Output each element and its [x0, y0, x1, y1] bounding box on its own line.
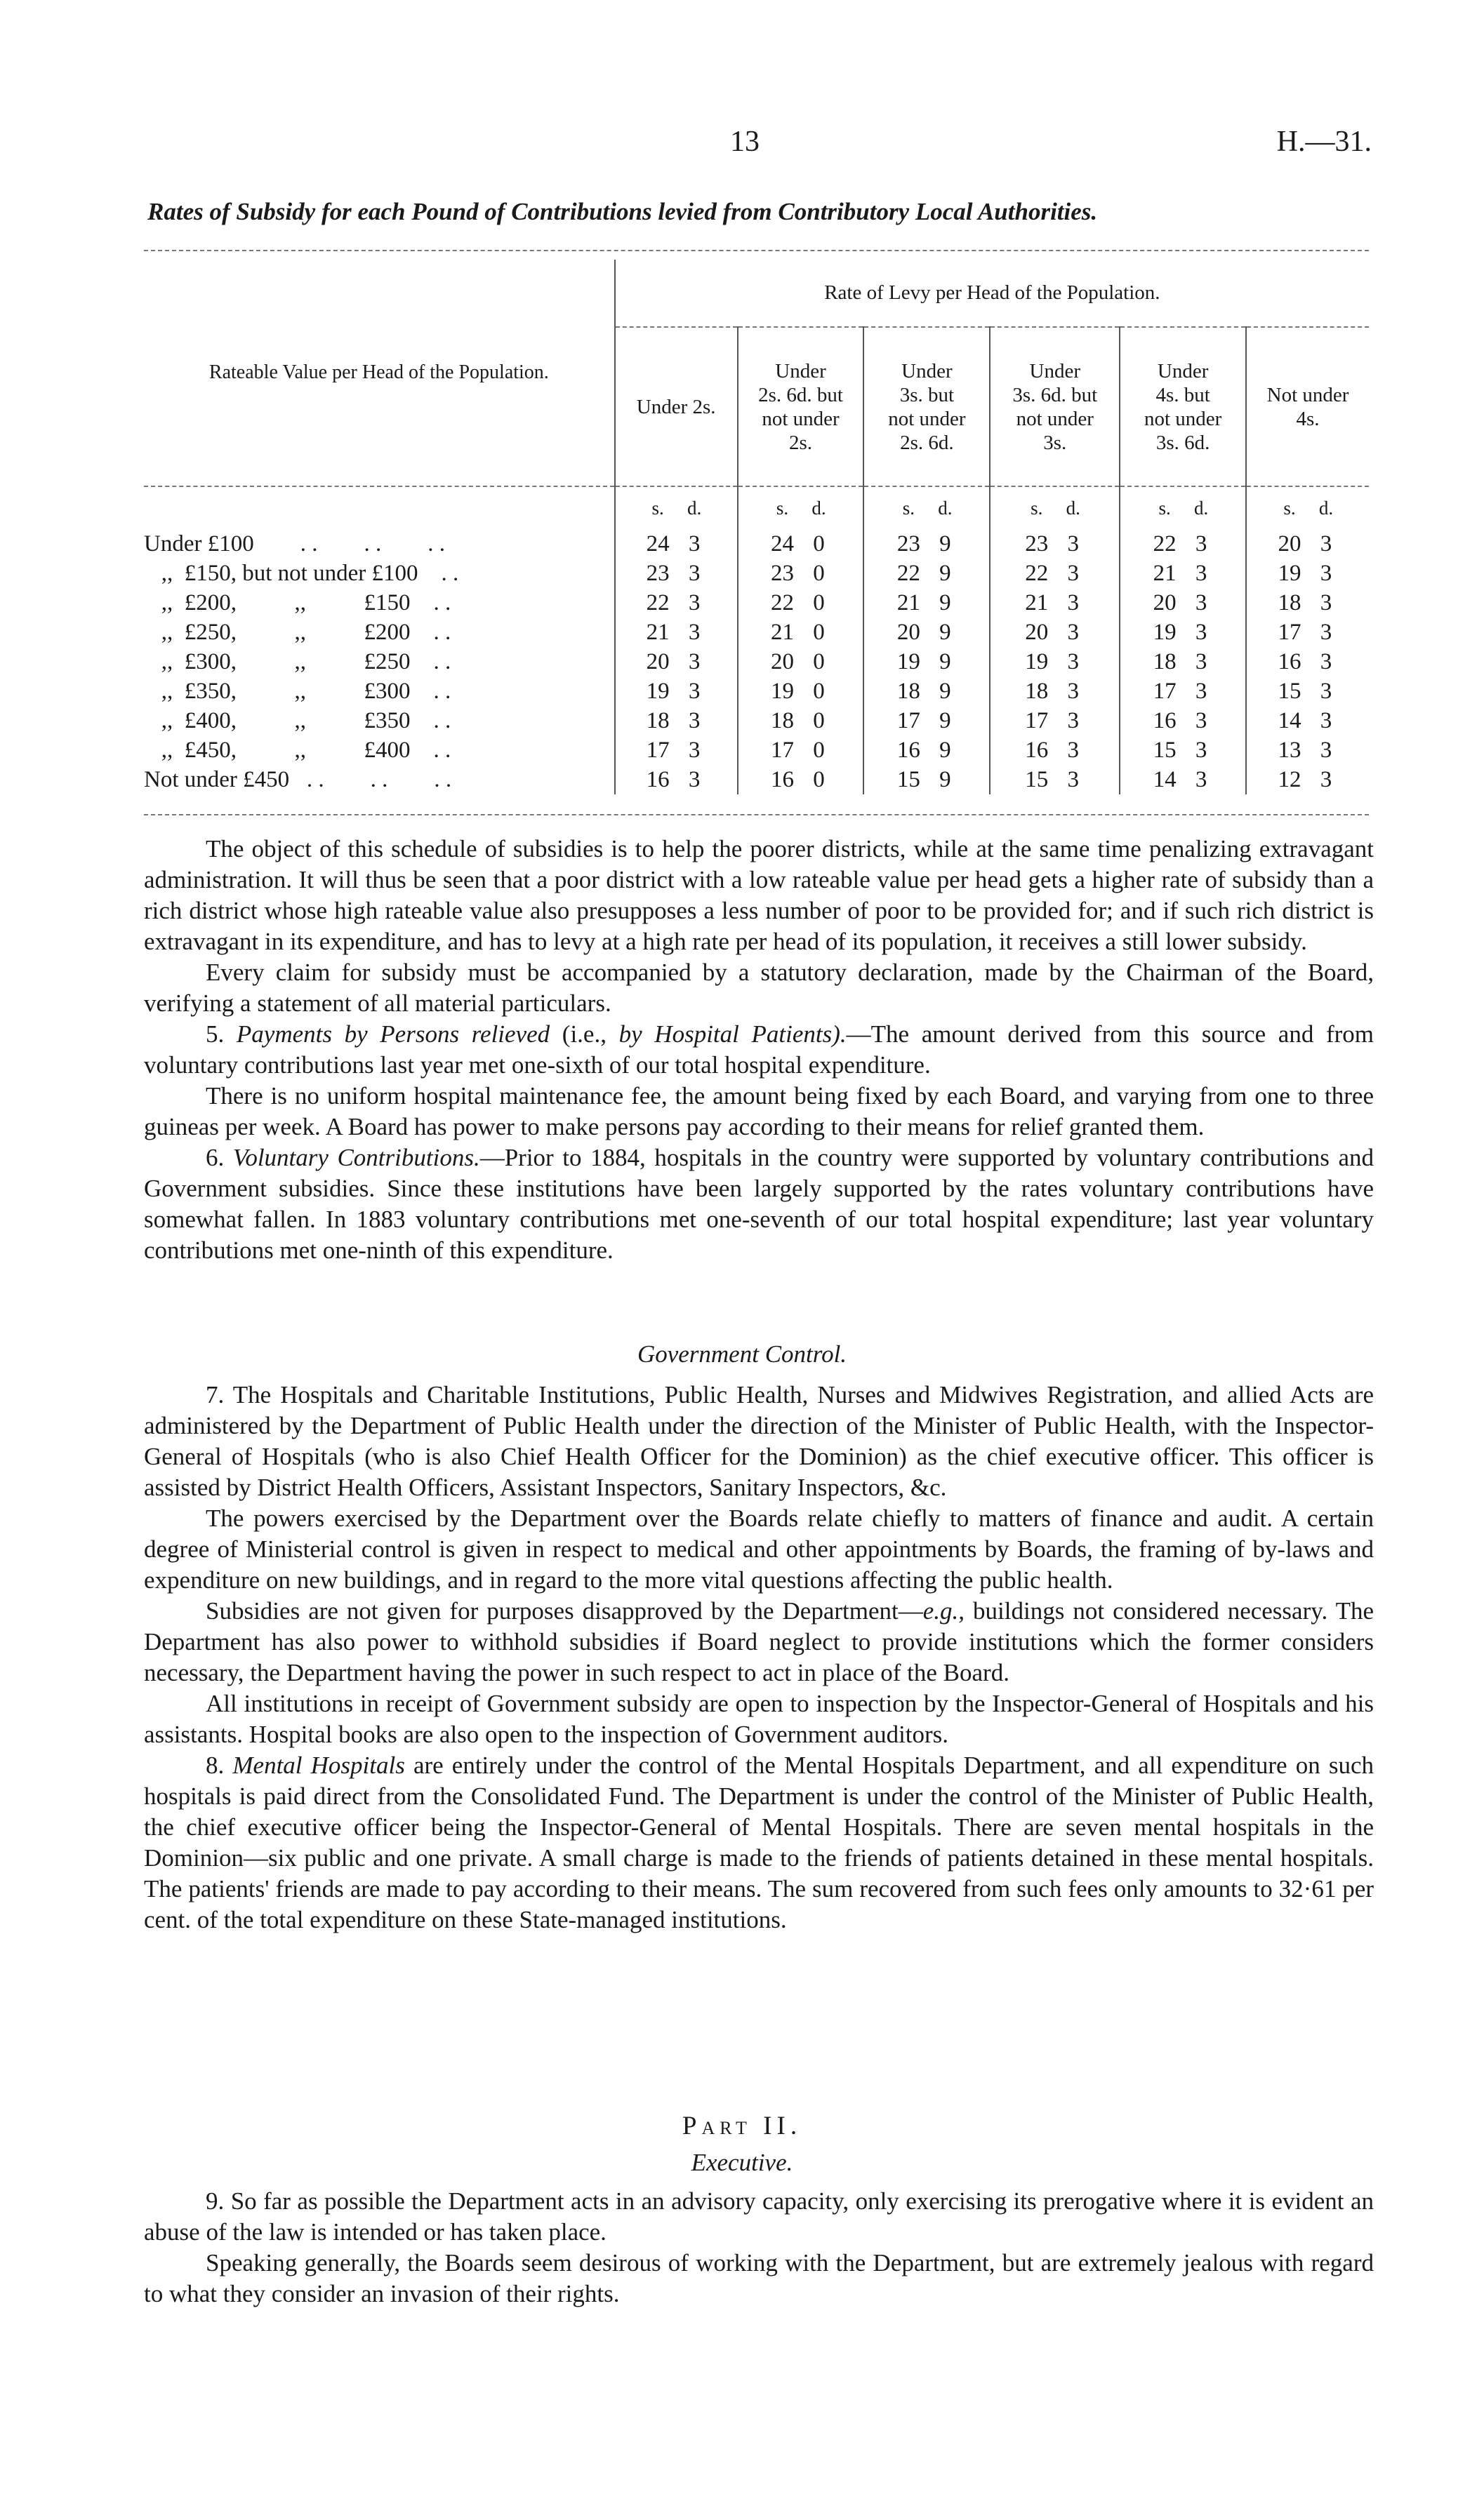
paragraph: The object of this schedule of subsidies is to help the poorer districts, while at the same time penalizing extravagant administration. It will thus be seen that a poor district with a low rateable value per head gets a higher rate of subsidy than a rich district whose high rateable value also presupposes a less number of poor to be provided for; and if such rich district is extravagant in its expenditure, and has to levy at a high rate per head of its population, it receives a still lower subsidy. — [144, 835, 1374, 955]
page-number: 13 — [730, 126, 760, 158]
part-heading: Part II. — [682, 2112, 802, 2140]
table-row: Under £100 . . . . . . 24 3 24 0 23 9 23 3 22 3 20 3 — [144, 529, 1369, 559]
paragraph: There is no uniform hospital maintenance fee, the amount being fixed by each Board, and varying from one to three guineas per week. A Board has power to make persons pay according to their means for relief granted them. — [144, 1082, 1374, 1140]
schedule-explanation — [144, 834, 1374, 1266]
rateable-header: Rateable Value per Head of the Population. — [208, 361, 549, 383]
paragraph: The powers exercised by the Department over the Boards relate chiefly to matters of finance and audit. A certain degree of Ministerial control is given in respect to medical and other appointments by Boards, the framing of by-laws and expenditure on new buildings, and in regard to the more vital questions affecting the public health. — [144, 1505, 1374, 1594]
page-code: H.—31. — [1276, 126, 1372, 158]
table-row: ,, £350, ,, £300 . . 19 3 19 0 18 9 18 3 17 3 15 3 — [144, 676, 1369, 706]
table-row: ,, £150, but not under £100 . . 23 3 23 0 22 9 22 3 21 3 19 3 — [144, 559, 1369, 588]
table-bottom-rule — [144, 814, 1369, 815]
paragraph: All institutions in receipt of Government subsidy are open to inspection by the Inspector-General of Hospitals and his assistants. Hospital books are also open to the inspection of Government auditors. — [144, 1690, 1374, 1748]
paragraph: 7. The Hospitals and Charitable Institutions, Public Health, Nurses and Midwives Registration, and allied Acts are administered by the Department of Public Health under the direction of the Minister of Public Health, with the Inspector-General of Hospitals (who is also Chief Health Officer for the Dominion) as the chief executive officer. This officer is assisted by District Health Officers, Assistant Inspectors, Sanitary Inspectors, &c. — [144, 1381, 1374, 1501]
table-caption: Rates of Subsidy for each Pound of Contributions levied from Contributory Local Authorities. — [147, 198, 1098, 225]
column-header: Under 2s. 6d. but not under 2s. — [738, 327, 864, 486]
levy-header: Rate of Levy per Head of the Population. — [615, 260, 1369, 327]
table-row: ,, £300, ,, £250 . . 20 3 20 0 19 9 19 3 18 3 16 3 — [144, 647, 1369, 676]
table-row: ,, £450, ,, £400 . . 17 3 17 0 16 9 16 3 15 3 13 3 — [144, 735, 1369, 765]
column-header: Under 3s. 6d. but not under 3s. — [990, 327, 1120, 486]
table-row: ,, £400, ,, £350 . . 18 3 18 0 17 9 17 3 16 3 14 3 — [144, 706, 1369, 735]
table-row: ,, £250, ,, £200 . . 21 3 21 0 20 9 20 3 19 3 17 3 — [144, 618, 1369, 647]
paragraph: Speaking generally, the Boards seem desirous of working with the Department, but are extremely jealous with regard to what they consider an invasion of their rights. — [144, 2249, 1374, 2307]
paragraph: Every claim for subsidy must be accompanied by a statutory declaration, made by the Chairman of the Board, verifying a statement of all material particulars. — [144, 959, 1374, 1017]
column-header: Under 2s. — [615, 327, 738, 486]
paragraph: 9. So far as possible the Department acts in an advisory capacity, only exercising its prerogative where it is evident an abuse of the law is intended or has taken place. — [144, 2187, 1374, 2246]
column-header: Under 4s. but not under 3s. 6d. — [1120, 327, 1246, 486]
table-row: ,, £200, ,, £150 . . 22 3 22 0 21 9 21 3 20 3 18 3 — [144, 588, 1369, 618]
paragraph-subsidies: Subsidies are not given for purposes disapproved by the Department—e.g., buildings not considered necessary. The Department has also power to withhold subsidies if Board neglect to provide institutions which the former considers necessary, the Department having the power in such respect to act in place of the Board. — [144, 1597, 1374, 1686]
government-control-heading: Government Control. — [637, 1340, 847, 1368]
column-header: Not under 4s. — [1246, 327, 1369, 486]
executive-heading: Executive. — [691, 2149, 793, 2176]
table-row: Not under £450 . . . . . . 16 3 16 0 15 9 15 3 14 3 12 3 — [144, 765, 1369, 794]
executive-section — [144, 2186, 1374, 2309]
subsidy-table — [144, 260, 1369, 794]
paragraph-mental-hospitals: 8. Mental Hospitals are entirely under the control of the Mental Hospitals Department, and all expenditure on such hospitals is paid direct from the Consolidated Fund. The Department is under the control of the Minister of Public Health, the chief executive officer being the Inspector-General of Mental Hospitals. There are seven mental hospitals in the Dominion—six public and one private. A small charge is made to the friends of patients detained in these mental hospitals. The patients' friends are made to pay according to their means. The sum recovered from such fees only amounts to 32·61 per cent. of the total expenditure on these State-managed institutions. — [144, 1752, 1374, 1933]
column-header: Under 3s. but not under 2s. 6d. — [863, 327, 990, 486]
government-control-section — [144, 1380, 1374, 1935]
paragraph-payments: 5. Payments by Persons relieved (i.e., by Hospital Patients).—The amount derived from this source and from voluntary contributions last year met one-sixth of our total hospital expenditure. — [144, 1020, 1374, 1079]
units-row: s. d. s. d. s. d. s. d. s. d. s. d. — [144, 486, 1369, 529]
paragraph-voluntary: 6. Voluntary Contributions.—Prior to 1884, hospitals in the country were supported by voluntary contributions and Government subsidies. Since these institutions have been largely supported by the rates voluntary contributions have somewhat fallen. In 1883 voluntary contributions met one-seventh of our total hospital expenditure; last year voluntary contributions met one-ninth of this expenditure. — [144, 1144, 1374, 1264]
table-top-rule — [144, 250, 1369, 251]
